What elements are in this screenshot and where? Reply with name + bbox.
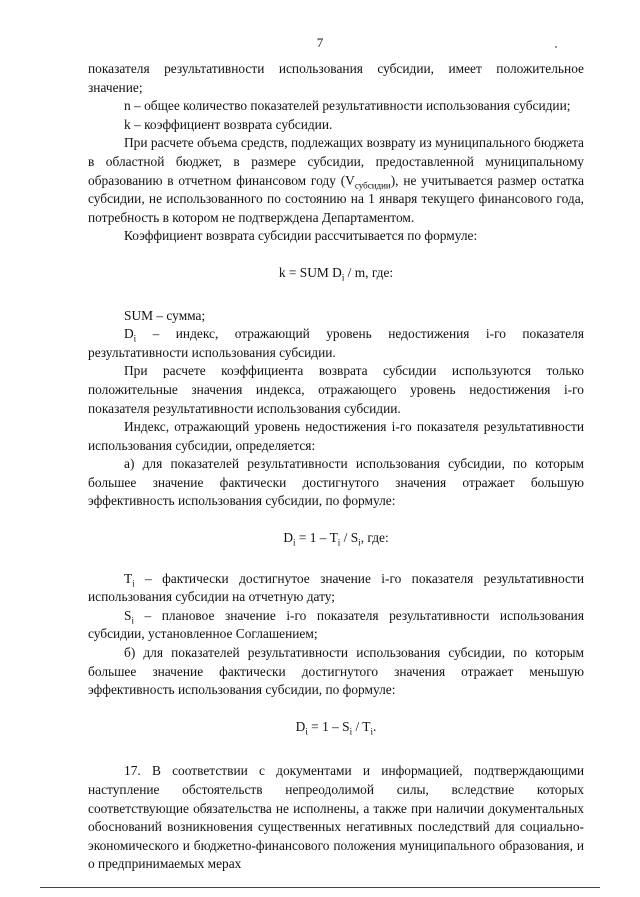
paragraph: При расчете коэффициента возврата субсидии используются только положительные значения индекса, отражающего уровень недостижения i-го показателя результативности использования субсидии. (88, 363, 584, 416)
formula (88, 718, 584, 737)
text-run: D (283, 530, 293, 546)
subscript: i (133, 333, 137, 344)
paragraph: Коэффициент возврата субсидии рассчитывается по формуле: (124, 228, 478, 244)
subscript: i (131, 615, 134, 626)
text-run: k = SUM D (278, 264, 342, 280)
text-run: / m, где: (344, 264, 394, 280)
subscript: i (370, 726, 373, 737)
footer-rule (40, 887, 600, 888)
text-run: ), не учитывается размер остатка субсидии, не использованного по состоянию на 1 января текущего финансового года, потребность в котором не подтверждена Департаментом. (88, 172, 585, 225)
page-number: 7 (316, 35, 324, 50)
subscript: i (341, 272, 345, 283)
formula (88, 529, 584, 548)
text-run: При расчете объема средств, подлежащих возврату из муниципального бюджета в областной бюджет, в размере субсидии, предоставленной муниципальному образованию в отчетном финансовом году (V (88, 135, 584, 188)
paragraph: SUM – сумма; (124, 307, 206, 323)
text-run: D (295, 718, 306, 734)
paragraph: k – коэффициент возврата субсидии. (124, 116, 333, 132)
paragraph: а) для показателей результативности использования субсидии, по которым большее значение фактически достигнутого значения отражает большую эффективность использования субсидии, по формуле: (88, 456, 584, 509)
paragraph (88, 607, 584, 644)
text-run: – плановое значение i-го показателя результативности использования субсидии, установленное Соглашением; (88, 607, 584, 642)
text-run: / S (340, 530, 359, 546)
subscript: i (132, 578, 135, 589)
scan-speck (555, 46, 557, 48)
text-run: / T (352, 718, 371, 734)
formula (88, 264, 584, 283)
paragraph: показателя результативности использования субсидии, имеет положительное значение; (88, 61, 584, 95)
paragraph (88, 570, 584, 607)
text-run: . (373, 718, 377, 734)
subscript: i (292, 537, 296, 548)
text-run: D (124, 326, 134, 342)
text-run: S (124, 607, 132, 623)
subscript: i (337, 537, 341, 548)
document-body (88, 60, 584, 874)
paragraph (88, 134, 584, 227)
paragraph: Индекс, отражающий уровень недостижения i-го показателя результативности использования субсидии, определяется: (88, 419, 584, 453)
text-run: = 1 – T (295, 530, 338, 546)
subscript: i (305, 726, 308, 737)
paragraph: б) для показателей результативности использования субсидии, по которым большее значение фактически достигнутого значения отражает меньшую эффективность использования субсидии, по формуле: (88, 645, 584, 698)
text-run: , где: (360, 530, 389, 546)
text-run: – фактически достигнутое значение i-го показателя результативности использования субсидии на отчетную дату; (88, 570, 584, 605)
text-run: = 1 – S (307, 718, 350, 734)
paragraph: 17. В соответствии с документами и информацией, подтверждающими наступление обстоятельств непреодолимой силы, вследствие которых соответствующие обязательства не исполнены, а также при наличии документальных обоснований возникновения существенных негативных последствий для социально-экономического и бюджетно-финансового положения муниципального образования, и о предпринимаемых мерах (88, 763, 584, 872)
paragraph: n – общее количество показателей результативности использования субсидии; (124, 98, 571, 114)
subscript: i (349, 726, 353, 737)
subscript: субсидии (354, 180, 391, 191)
paragraph (88, 325, 584, 362)
text-run: – индекс, отражающий уровень недостижения i-го показателя результативности использования субсидии. (88, 326, 584, 360)
subscript: i (358, 537, 361, 548)
text-run: T (124, 570, 133, 586)
